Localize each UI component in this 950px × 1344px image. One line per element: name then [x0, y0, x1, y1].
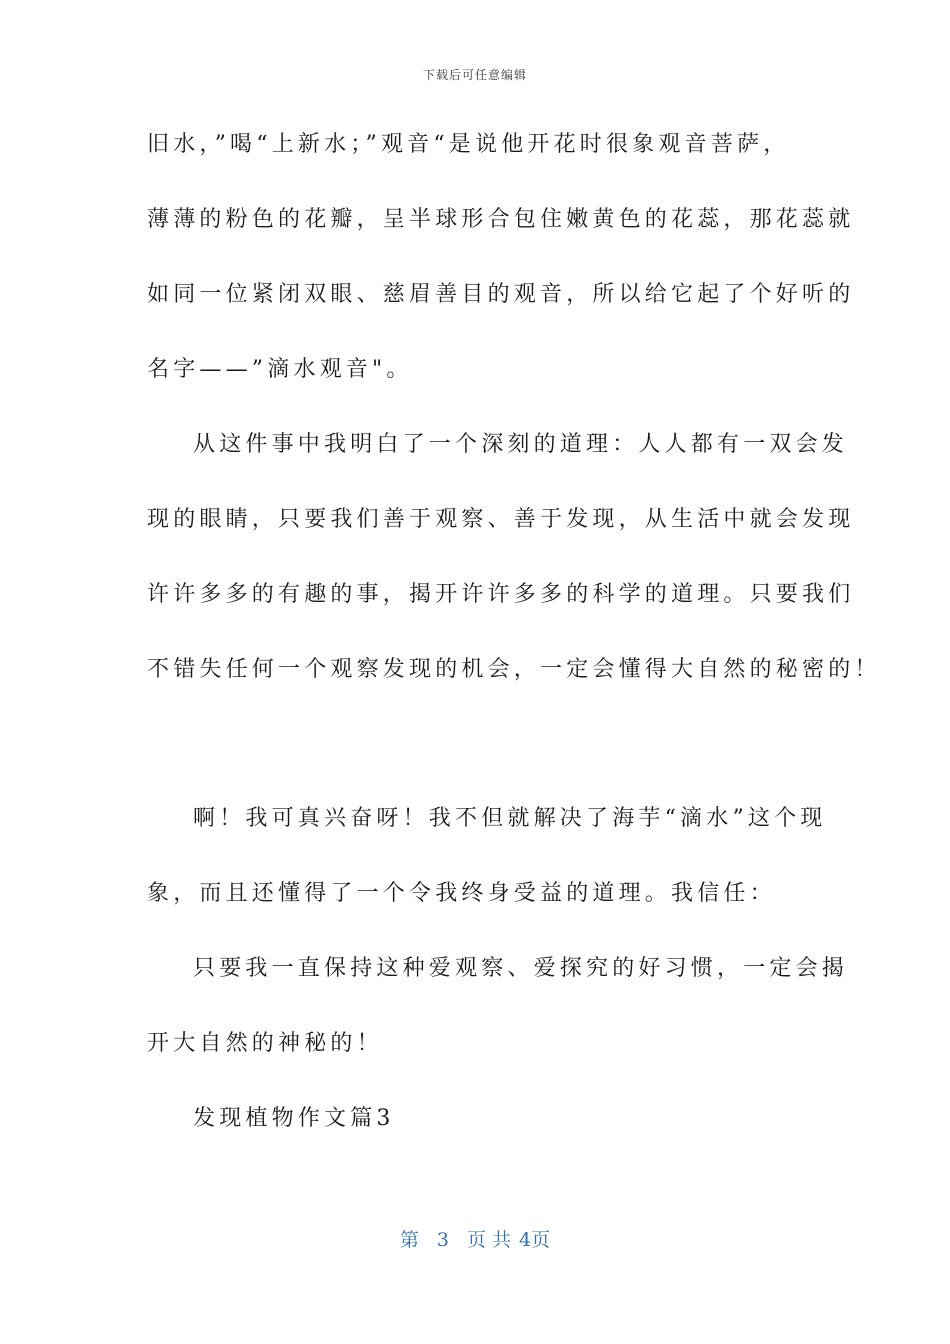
page-footer [0, 1225, 950, 1252]
page-header: 下载后可任意编辑 [422, 68, 527, 82]
footer-page-number: 3 [436, 1229, 449, 1251]
footer-prefix: 第 [399, 1229, 419, 1251]
paragraph-line: 许许多多的有趣的事，揭开许许多多的科学的道理。只要我们 [147, 582, 855, 607]
paragraph-line: 旧水，”喝“上新水；”观音“是说他开花时很象观音菩萨， [147, 132, 790, 157]
paragraph-line: 从这件事中我明白了一个深刻的道理：人人都有一双会发 [193, 432, 849, 457]
paragraph-line: 啊！我可真兴奋呀！我不但就解决了海芋“滴水”这个现 [193, 806, 827, 831]
paragraph-line: 不错失任何一个观察发现的机会，一定会懂得大自然的秘密的！ [147, 657, 881, 682]
paragraph-line: 只要我一直保持这种爱观察、爱探究的好习惯，一定会揭 [193, 956, 849, 981]
footer-suffix: 页 [531, 1229, 551, 1251]
paragraph-line: 象，而且还懂得了一个令我终身受益的道理。我信任： [147, 881, 776, 906]
paragraph-line: 薄薄的粉色的花瓣，呈半球形合包住嫩黄色的花蕊，那花蕊就 [147, 207, 855, 232]
footer-middle: 页 共 [466, 1229, 512, 1251]
footer-total-pages: 4 [519, 1229, 532, 1251]
section-heading: 发现植物作文篇3 [193, 1106, 395, 1131]
paragraph-line: 开大自然的神秘的！ [147, 1031, 383, 1056]
paragraph-line: 现的眼睛，只要我们善于观察、善于发现，从生活中就会发现 [147, 507, 855, 532]
paragraph-line: 如同一位紧闭双眼、慈眉善目的观音，所以给它起了个好听的 [147, 282, 855, 307]
paragraph-line: 名字——”滴水观音"。 [147, 357, 413, 382]
